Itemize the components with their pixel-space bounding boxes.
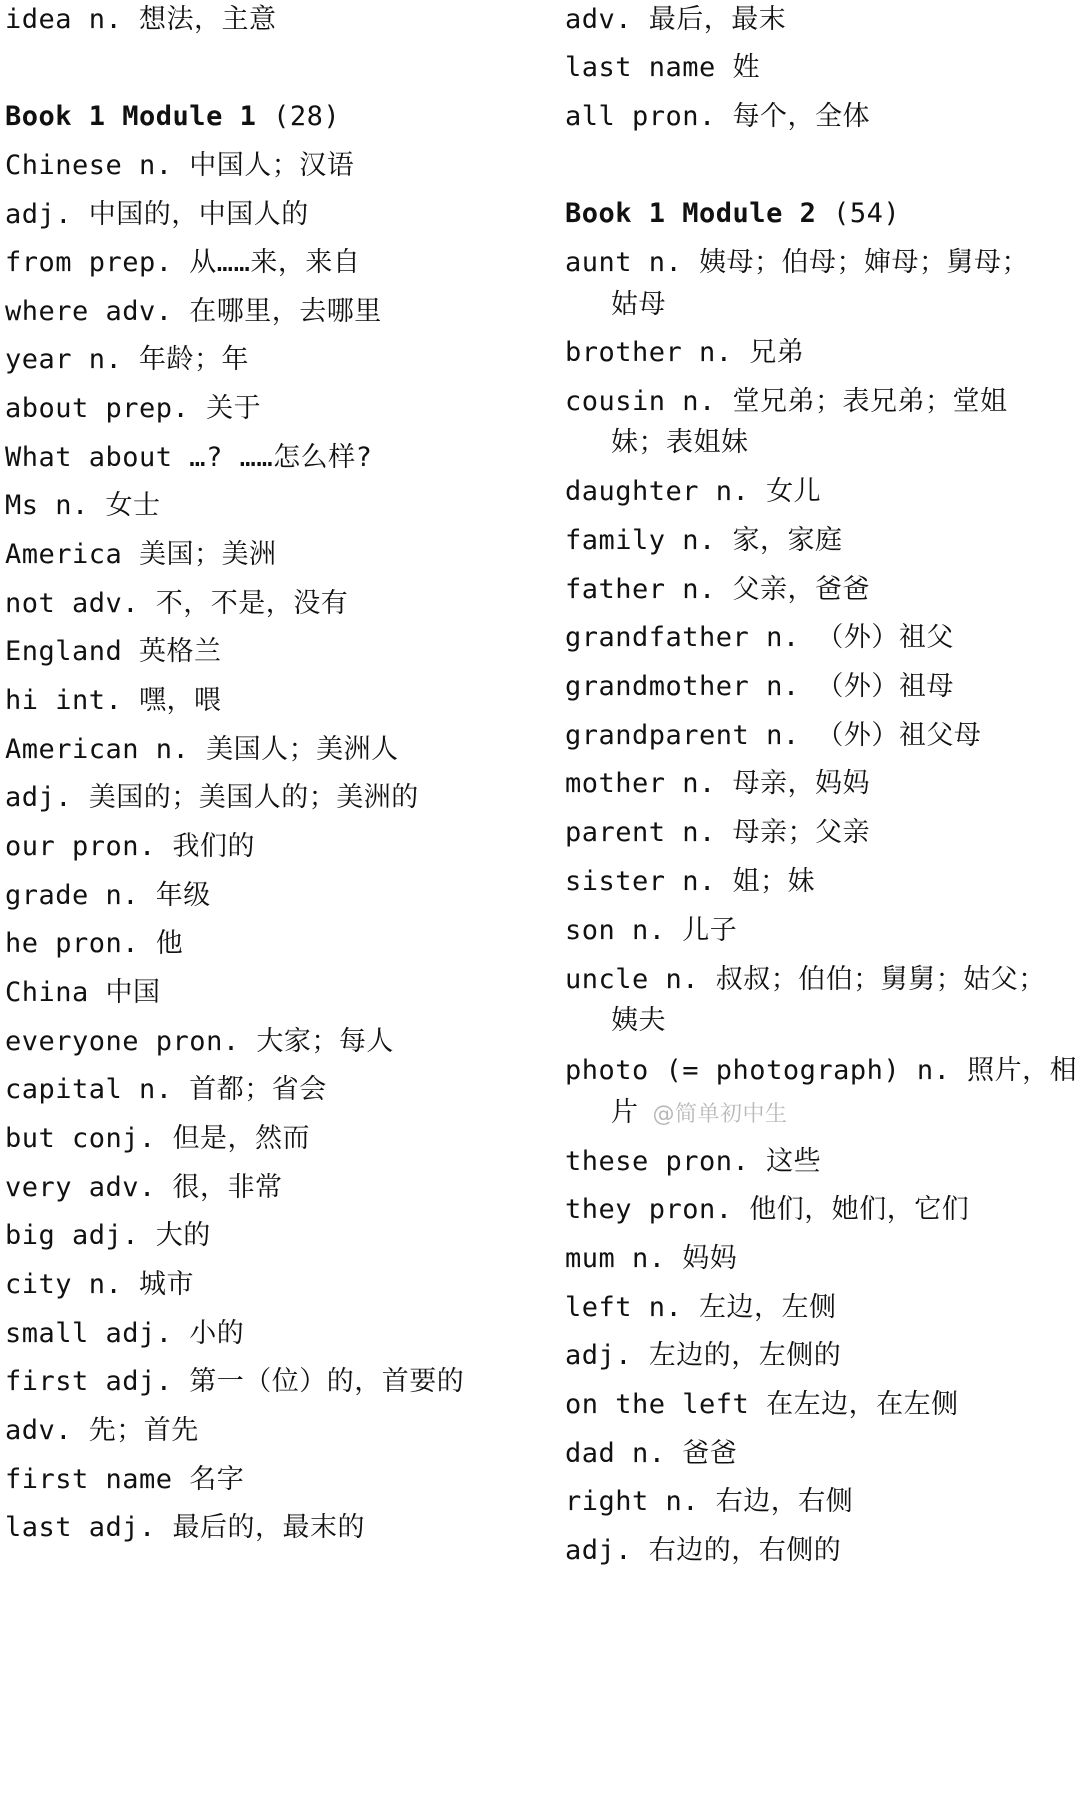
vocab-entry — [565, 382, 1008, 422]
word-count: (54) — [833, 198, 901, 229]
entry-text: parent n. 母亲；父亲 — [565, 817, 871, 848]
entry-text: son n. 儿子 — [565, 915, 738, 946]
entry-text: adj. 美国的；美国人的；美洲的 — [5, 782, 419, 813]
entry-text: 妹；表姐妹 — [611, 427, 749, 458]
entry-text: big adj. 大的 — [5, 1220, 211, 1251]
entry-text: everyone pron. 大家；每人 — [5, 1026, 394, 1057]
vocab-entry — [565, 1434, 737, 1474]
vocab-entry — [565, 1142, 821, 1182]
entry-text: adv. 最后，最末 — [565, 4, 787, 35]
section-title: Book 1 Module 2 — [565, 198, 817, 229]
entry-text: not adv. 不，不是，没有 — [5, 588, 349, 619]
entry-text: last name 姓 — [565, 52, 761, 83]
vocab-entry — [565, 1190, 969, 1230]
vocab-entry — [565, 570, 870, 610]
entry-text: these pron. 这些 — [565, 1146, 822, 1177]
vocab-entry — [5, 1070, 327, 1110]
vocab-entry — [5, 973, 161, 1013]
entry-text: right n. 右边，右侧 — [565, 1486, 854, 1517]
entry-text: photo (= photograph) n. 照片，相 — [565, 1055, 1078, 1086]
entry-text: grandfather n. （外）祖父 — [565, 622, 954, 653]
vocab-entry — [5, 1411, 199, 1451]
section-title: Book 1 Module 1 — [5, 101, 257, 132]
vocab-entry — [565, 667, 954, 707]
vocab-entry — [611, 285, 666, 325]
vocab-entry — [5, 535, 277, 575]
vocab-entry — [565, 0, 786, 40]
entry-text: adj. 中国的，中国人的 — [5, 199, 309, 230]
entry-text: idea n. 想法，主意 — [5, 4, 277, 35]
entry-text: where adv. 在哪里，去哪里 — [5, 296, 382, 327]
vocab-entry — [565, 618, 954, 658]
vocab-entry — [5, 876, 211, 916]
entry-text: first adj. 第一（位）的，首要的 — [5, 1366, 465, 1397]
vocab-entry — [565, 1336, 841, 1376]
vocab-entry — [565, 764, 870, 804]
vocab-entry — [611, 1093, 788, 1133]
entry-text: about prep. 关于 — [5, 393, 262, 424]
vocab-entry — [5, 292, 382, 332]
vocab-entry — [5, 1216, 211, 1256]
vocab-entry — [565, 1482, 853, 1522]
entry-text: America 美国；美洲 — [5, 539, 277, 570]
vocab-entry — [5, 681, 222, 721]
vocab-entry — [5, 924, 183, 964]
vocab-entry — [5, 0, 277, 40]
entry-text: last adj. 最后的，最末的 — [5, 1512, 366, 1543]
entry-text: from prep. 从……来，来自 — [5, 247, 361, 278]
vocab-entry — [5, 1508, 365, 1548]
entry-text: family n. 家，家庭 — [565, 525, 843, 556]
entry-text: our pron. 我们的 — [5, 831, 256, 862]
entry-text: dad n. 爸爸 — [565, 1438, 738, 1469]
entry-text: very adv. 很，非常 — [5, 1172, 283, 1203]
vocab-entry — [5, 486, 161, 526]
entry-text: father n. 父亲，爸爸 — [565, 574, 871, 605]
vocab-entry — [5, 632, 222, 672]
entry-text: mother n. 母亲，妈妈 — [565, 768, 871, 799]
entry-text: left n. 左边，左侧 — [565, 1292, 837, 1323]
vocab-entry — [565, 813, 870, 853]
watermark: @简单初中生 — [652, 1102, 788, 1127]
vocab-entry — [565, 97, 870, 137]
vocab-entry — [5, 438, 372, 478]
vocab-entry — [5, 195, 309, 235]
entry-text: first name 名字 — [5, 1464, 245, 1495]
entry-text: mum n. 妈妈 — [565, 1243, 738, 1274]
entry-text: sister n. 姐；妹 — [565, 866, 816, 897]
entry-text: American n. 美国人；美洲人 — [5, 734, 399, 765]
vocab-entry — [565, 1531, 841, 1571]
vocab-entry — [5, 1168, 283, 1208]
vocab-entry — [5, 146, 354, 186]
vocab-entry — [565, 521, 843, 561]
vocab-entry — [565, 1288, 837, 1328]
entry-text: they pron. 他们，她们，它们 — [565, 1194, 970, 1225]
vocab-entry — [565, 716, 981, 756]
vocab-entry — [5, 584, 348, 624]
entry-text: 姑母 — [611, 289, 666, 320]
entry-text: hi int. 嘿，喂 — [5, 685, 222, 716]
vocab-entry — [565, 333, 804, 373]
vocab-entry — [5, 730, 399, 770]
entry-text: England 英格兰 — [5, 636, 222, 667]
vocab-entry — [565, 911, 737, 951]
entry-text: but conj. 但是，然而 — [5, 1123, 311, 1154]
vocab-entry — [5, 1119, 310, 1159]
entry-text: year n. 年龄；年 — [5, 344, 250, 375]
vocab-entry — [565, 1239, 737, 1279]
entry-text: Ms n. 女士 — [5, 490, 161, 521]
vocab-entry — [5, 389, 261, 429]
vocab-entry — [5, 243, 360, 283]
entry-text: cousin n. 堂兄弟；表兄弟；堂姐 — [565, 386, 1008, 417]
entry-text: aunt n. 姨母；伯母；婶母；舅母； — [565, 247, 1030, 278]
vocab-entry — [565, 862, 815, 902]
vocab-entry — [5, 778, 419, 818]
entry-text: grandmother n. （外）祖母 — [565, 671, 954, 702]
vocab-entry — [5, 1460, 244, 1500]
entry-text: adv. 先；首先 — [5, 1415, 199, 1446]
vocab-entry — [5, 340, 249, 380]
entry-text: he pron. 他 — [5, 928, 184, 959]
entry-text: adj. 左边的，左侧的 — [565, 1340, 842, 1371]
entry-text: capital n. 首都；省会 — [5, 1074, 327, 1105]
word-count: (28) — [273, 101, 341, 132]
entry-text: city n. 城市 — [5, 1269, 195, 1300]
entry-text: 姨夫 — [611, 1005, 666, 1036]
vocab-entry — [565, 472, 821, 512]
entry-text: brother n. 兄弟 — [565, 337, 805, 368]
vocab-entry — [565, 48, 760, 88]
entry-text: Chinese n. 中国人；汉语 — [5, 150, 355, 181]
vocab-entry — [5, 1314, 244, 1354]
entry-text: China 中国 — [5, 977, 161, 1008]
vocab-entry — [5, 1022, 394, 1062]
vocab-entry — [5, 1362, 464, 1402]
entry-text: uncle n. 叔叔；伯伯；舅舅；姑父； — [565, 964, 1046, 995]
entry-text: What about …? ……怎么样? — [5, 442, 373, 473]
entry-text: 片 — [611, 1097, 639, 1128]
entry-text: daughter n. 女儿 — [565, 476, 822, 507]
entry-text: adj. 右边的，右侧的 — [565, 1535, 842, 1566]
entry-text: grade n. 年级 — [5, 880, 211, 911]
vocab-entry — [611, 423, 749, 463]
vocab-entry — [5, 827, 255, 867]
entry-text: small adj. 小的 — [5, 1318, 245, 1349]
entry-text: grandparent n. （外）祖父母 — [565, 720, 982, 751]
vocab-entry — [565, 243, 1029, 283]
vocab-entry — [565, 1385, 959, 1425]
entry-text: on the left 在左边，在左侧 — [565, 1389, 959, 1420]
vocab-entry — [565, 960, 1046, 1000]
entry-text: all pron. 每个，全体 — [565, 101, 871, 132]
vocab-entry — [611, 1001, 666, 1041]
section-heading — [5, 97, 340, 137]
vocab-entry — [5, 1265, 194, 1305]
vocab-entry — [565, 1051, 1077, 1091]
section-heading — [565, 194, 900, 234]
